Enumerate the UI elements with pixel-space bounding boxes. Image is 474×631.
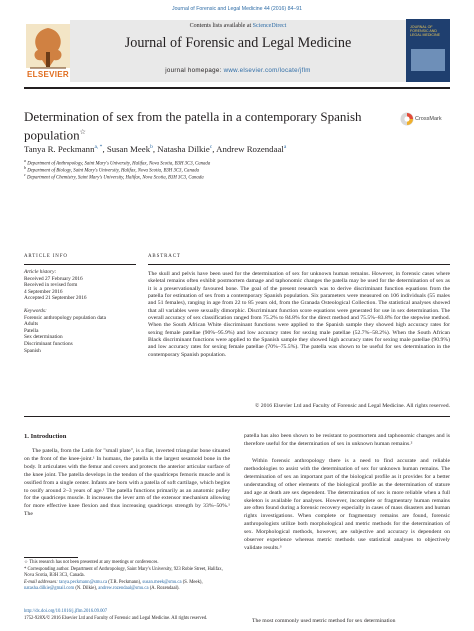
abstract-rule — [148, 264, 450, 265]
keywords-label: Keywords: — [24, 308, 47, 314]
keyword-item: Spanish — [24, 347, 41, 354]
crossmark-icon[interactable] — [400, 112, 414, 126]
email-owner: (T.R. Peckmann), — [107, 580, 143, 585]
contents-prefix: Contents lists available at — [189, 23, 253, 29]
journal-cover-thumbnail[interactable] — [406, 19, 450, 82]
email-link[interactable]: natasha.dilkie@gmail.com — [24, 586, 75, 592]
author-affiliation-mark[interactable]: b — [150, 144, 153, 151]
doi-link[interactable]: http://dx.doi.org/10.1016/j.jflm.2016.09.007 — [24, 609, 108, 614]
introduction-paragraph-3: Within forensic anthropology there is a need to find accurate and reliable methodologies to assist with the determination of sex for unknown human remains. The determination of sex an important part of the biological profile as it provides for a better understanding of other elements of the biological profile as the determination of stature and age at death are sex dependent. The determination of sex is more reliable when a full skeleton is available for analyses. However, incomplete or fragmentary human remains are often found during a forensic recovery especially in cases of mass disasters and human rights investigations. When complete or fragmentary remains are found, forensic anthropologists utilize both morphological and metric methods for the determination of sex. Morphological methods, however, are subjective and accuracy is dependent on observer experience whereas metric methods use statistical analyses to objectively validate results.³ — [244, 458, 450, 551]
author-name[interactable]: Andrew Rozendaal — [216, 144, 284, 154]
email-owner: (A. Rozendaal). — [148, 586, 180, 592]
footnote-rule — [24, 557, 78, 558]
keywords — [24, 308, 139, 354]
article-history — [24, 269, 139, 302]
email-link[interactable]: tanya.peckmann@smu.ca — [58, 580, 108, 585]
email-link[interactable]: andrew.rozendaal@smu.ca — [98, 586, 149, 592]
keyword-item: Forensic anthropology population data — [24, 314, 106, 321]
elsevier-logo — [24, 22, 72, 82]
footnote-corresponding: * Corresponding author. Department of Anthropology, Saint Mary's University, 923 Robie Street, Halifax, Nova Scotia, B3H 3C3, Canada. — [24, 567, 223, 579]
contents-line — [70, 23, 406, 29]
publisher-name: ELSEVIER — [27, 70, 69, 79]
introduction-paragraph-1: The patella, from the Latin for "small plate", is a flat, inverted triangular bone situated on the front of the knee-joint.¹ In humans, the patella is the largest sesamoid bone in the body. It articulates with the femur and covers and protects the anterior articular surface of the knee joint. The patella develops in the tendon of the quadriceps femoris muscle and is ossified from a single center. Infants are born with a patella of soft cartilage, which begins to ossify around 2–3 years of age.¹ The patella functions primarily as an anatomic pulley for the quadriceps muscle. It increases the lever arm of the extensor mechanism allowing for more effective knee flexion and thus increasing quadriceps strength by 33%–50%.¹ The — [24, 448, 230, 518]
header-rule — [24, 87, 450, 89]
crossmark-label[interactable]: CrossMark — [415, 116, 442, 122]
homepage-label: journal homepage: — [165, 67, 224, 74]
article-title — [24, 109, 384, 142]
author-name[interactable]: Susan Meek — [106, 144, 151, 154]
title-footnote-mark[interactable]: ☆ — [79, 127, 86, 136]
affiliation-text: Department of Anthropology, Saint Mary's University, Halifax, Nova Scotia, B3H 3C3, Canada — [27, 161, 211, 167]
author-affiliation-mark[interactable]: a — [283, 144, 287, 151]
history-revised-label: Received in revised form — [24, 282, 78, 289]
introduction-paragraph-4: The most commonly used metric method for sex determination — [252, 618, 396, 624]
abstract-bottom-rule — [24, 416, 450, 417]
cover-image — [411, 49, 445, 71]
author-separator: , — [102, 144, 107, 154]
email-label: E-mail addresses: — [24, 580, 59, 585]
history-received: Received 27 February 2016 — [24, 275, 83, 282]
author-name[interactable]: Tanya R. Peckmann — [24, 144, 95, 154]
running-head[interactable]: Journal of Forensic and Legal Medicine 44 (2016) 84–91 — [171, 6, 303, 12]
abstract-heading: ABSTRACT — [148, 254, 181, 259]
keyword-item: Sex determination — [24, 334, 63, 341]
history-label: Article history: — [24, 269, 57, 275]
abstract-text: The skull and pelvis have been used for the determination of sex for unknown human remains. However, in forensic cases where skeletal remains often exhibit postmortem damage and taphonomic changes the patella may be used for the determination of sex as it is a preservationally favoured bone. The goal of the present research was to derive discriminant function equations from the patella for estimation of sex from a contemporary Spanish population. Six parameters were measured on 106 individuals (55 males and 51 females), ranging in age from 22 to 85 years old, from the Granada Osteological Collection. The statistical analyses showed that all variables were sexually dimorphic. Discriminant function score equations were generated for use in sex determination. The overall accuracy of sex classification ranged from 75.2% to 84.8% for the direct method and 75.5%–83.8% for the stepwise method. When the South African White discriminant functions were applied to the Spanish sample they showed high accuracy rates for sexing female patellae (90%–95.9%) and low accuracy rates for sexing male patellae (52.7%–58.2%). When the South African Black discriminant functions were applied to the Spanish sample they showed high accuracy rates for sexing male patellae (90.9%) and low accuracy rates for sexing female patellae (70%–75.5%). The patella was shown to be useful for sex determination in the contemporary Spanish population. — [148, 271, 450, 358]
article-info-rule — [24, 264, 136, 265]
article-title-text: Determination of sex from the patella in a contemporary Spanish population — [24, 109, 362, 142]
introduction-heading: 1. Introduction — [24, 433, 67, 440]
cover-title: JOURNAL OF FORENSIC AND LEGAL MEDICINE — [410, 25, 441, 38]
author-separator: , — [152, 144, 158, 154]
issn-line: 1752-928X/© 2016 Elsevier Ltd and Faculty of Forensic and Legal Medicine. All rights reserved. — [24, 616, 208, 621]
introduction-paragraph-2: patella has also been shown to be resistant to postmortem and taphonomic changes and is therefore useful for the determination of sex in unknown human remains.² — [244, 433, 450, 447]
email-owner: (N. Dilkie), — [74, 586, 99, 592]
footnote-star: ☆ This research has not been presented at any meetings or conferences. — [24, 560, 159, 565]
affiliation-mark: b — [24, 165, 26, 170]
abstract-copyright: © 2016 Elsevier Ltd and Faculty of Forensic and Legal Medicine. All rights reserved. — [255, 403, 450, 409]
homepage-link[interactable]: www.elsevier.com/locate/jflm — [223, 67, 311, 74]
affiliation-mark: a — [24, 158, 26, 163]
keyword-item: Adults — [24, 321, 39, 328]
author-list — [24, 144, 286, 154]
author-name[interactable]: Natasha Dilkie — [157, 144, 210, 154]
author-affiliation-mark[interactable]: a, * — [94, 144, 103, 151]
affiliation-text: Department of Biology, Saint Mary's University, Halifax, Nova Scotia, B3H 3C3, Canada — [27, 168, 200, 174]
history-accepted: Accepted 21 September 2016 — [24, 295, 87, 302]
footnote-emails — [24, 580, 230, 592]
sciencedirect-link[interactable]: ScienceDirect — [252, 23, 287, 29]
email-link[interactable]: susan.meek@smu.ca — [142, 580, 182, 585]
affiliation-mark: c — [24, 172, 26, 177]
article-info-heading: ARTICLE INFO — [24, 254, 68, 259]
keyword-item: Discriminant functions — [24, 340, 73, 347]
journal-title: Journal of Forensic and Legal Medicine — [124, 35, 352, 51]
affiliation-c — [24, 172, 204, 181]
history-revised-date: 4 September 2016 — [24, 288, 63, 295]
email-owner: (S. Meek), — [181, 580, 203, 585]
keyword-item: Patella — [24, 327, 39, 334]
affiliation-text: Department of Chemistry, Saint Mary's University, Halifax, Nova Scotia, B3H 3C3, Canada — [26, 175, 204, 181]
author-separator: , — [212, 144, 217, 154]
journal-homepage — [70, 67, 406, 74]
author-affiliation-mark[interactable]: c — [209, 144, 213, 151]
